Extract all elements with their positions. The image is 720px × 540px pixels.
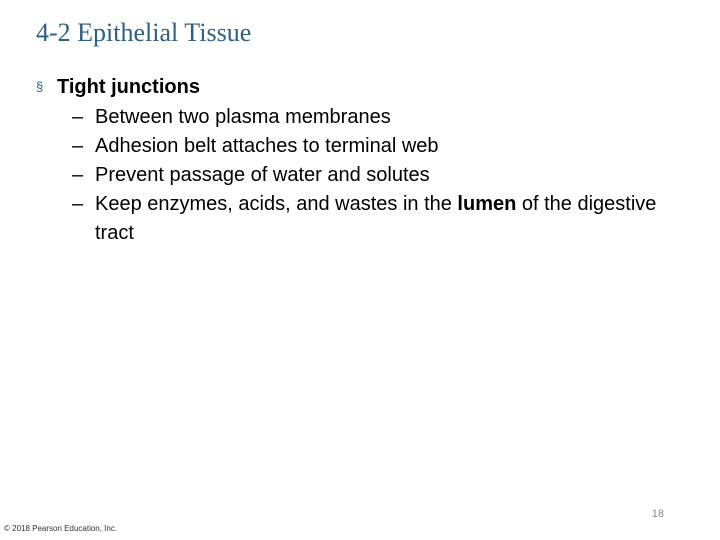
- bullet-item-tight-junctions: [36, 73, 686, 103]
- slide-title: 4-2 Epithelial Tissue: [36, 18, 252, 47]
- sub-bullet-text: Between two plasma membranes: [95, 106, 391, 128]
- dash-bullet-icon: –: [72, 135, 84, 157]
- dash-bullet-icon: –: [72, 193, 84, 215]
- sub-bullet-item: [72, 190, 686, 248]
- sub-bullet-item: [72, 132, 686, 161]
- slide-content: [36, 73, 686, 248]
- sub-bullet-item: [72, 161, 686, 190]
- sub-bullet-item: [72, 103, 686, 132]
- emphasized-term: lumen: [457, 193, 517, 215]
- sub-bullet-text: [95, 190, 686, 248]
- sub-bullet-text-part: of the digestive tract: [95, 193, 657, 244]
- page-number: 18: [651, 508, 664, 520]
- sub-bullet-text: Adhesion belt attaches to terminal web: [95, 135, 439, 157]
- square-bullet-icon: §: [36, 79, 44, 94]
- dash-bullet-icon: –: [72, 164, 84, 186]
- sub-bullet-text-part: Keep enzymes, acids, and wastes in the: [95, 193, 458, 215]
- dash-bullet-icon: –: [72, 106, 84, 128]
- sub-bullet-text: Prevent passage of water and solutes: [95, 164, 430, 186]
- copyright-notice: © 2018 Pearson Education, Inc.: [4, 524, 118, 533]
- bullet-heading: Tight junctions: [57, 76, 200, 98]
